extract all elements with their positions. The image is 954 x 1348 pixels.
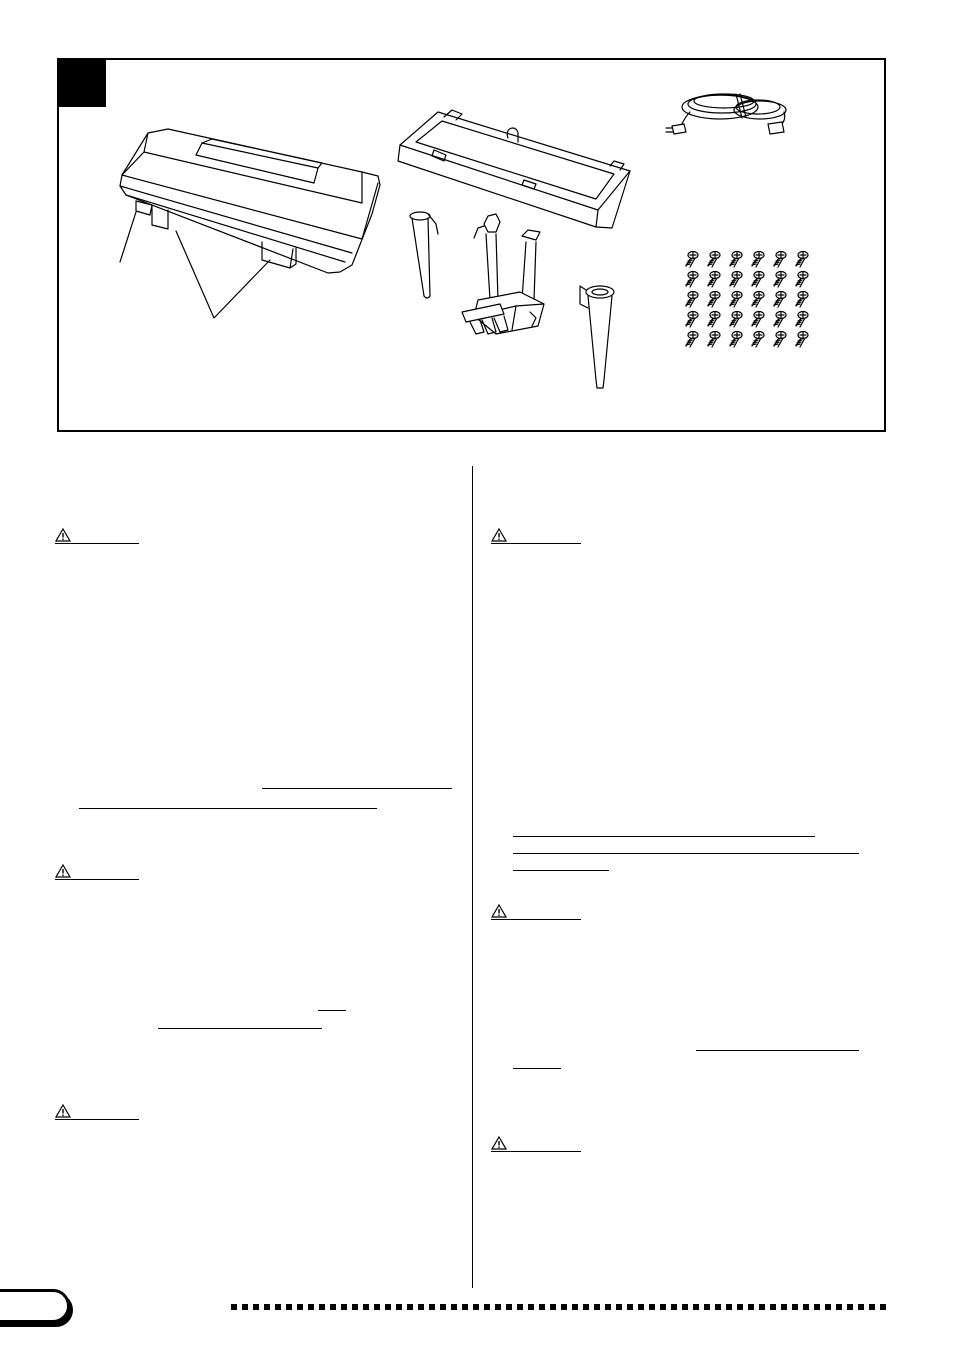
footer-dot [286,1304,292,1310]
screw-icon [686,252,698,268]
footer-dot [770,1304,776,1310]
footer-dot [319,1304,325,1310]
caution-triangle-icon [55,528,71,542]
caution-triangle-icon [491,904,507,918]
screw-icon [686,292,698,308]
footer-dot [528,1304,534,1310]
screw-icon [796,312,808,328]
underline-emphasis [696,1050,859,1051]
underline-emphasis [513,870,609,871]
footer-dot [836,1304,842,1310]
underline-emphasis [513,1068,561,1069]
footer-dot [396,1304,402,1310]
caution-triangle-icon [55,864,71,878]
screw-icon-grid [686,252,808,348]
underline-emphasis [79,808,377,809]
footer-dot [231,1304,237,1310]
screw-icon [730,252,742,268]
footer-dot [330,1304,336,1310]
footer-dot [759,1304,765,1310]
screw-icon [752,312,764,328]
pedal-box-icon [462,214,544,334]
screw-icon [752,252,764,268]
footer-dot [253,1304,259,1310]
pointer-line [120,212,136,262]
screw-icon [752,332,764,348]
footer-dot [308,1304,314,1310]
screw-icon [730,272,742,288]
screw-icon [752,292,764,308]
footer-dot [517,1304,523,1310]
footer-dot [726,1304,732,1310]
footer-dot [671,1304,677,1310]
underline-emphasis [513,836,815,837]
footer-dot [704,1304,710,1310]
power-cord-icon [666,94,786,134]
screw-icon [774,292,786,308]
screw-icon [796,332,808,348]
screw-icon [774,312,786,328]
screw-icon [686,312,698,328]
footer-dot [506,1304,512,1310]
page-number-tab [0,1289,70,1323]
footer-dot [264,1304,270,1310]
footer-dot [539,1304,545,1310]
caution-triangle-icon [491,528,507,542]
screw-icon [686,272,698,288]
footer-dot [341,1304,347,1310]
leg-icon [410,212,438,298]
footer-dot [407,1304,413,1310]
screw-icon [708,252,720,268]
caution-triangle-icon [491,1136,507,1150]
footer-dot [385,1304,391,1310]
caution-triangle-icon [55,1104,71,1118]
footer-dot [814,1304,820,1310]
screw-icon [796,292,808,308]
footer-dot [363,1304,369,1310]
footer-dot [880,1304,886,1310]
footer-dot [682,1304,688,1310]
footer-dot [583,1304,589,1310]
footer-dot [495,1304,501,1310]
screw-icon [730,312,742,328]
screw-icon [730,292,742,308]
footer-dot [561,1304,567,1310]
footer-dot [418,1304,424,1310]
screw-icon [796,252,808,268]
screw-icon [774,272,786,288]
footer-dot [649,1304,655,1310]
footer-dot [451,1304,457,1310]
screw-icon [708,292,720,308]
footer-dot [781,1304,787,1310]
underline-emphasis [158,1028,322,1029]
footer-dot [275,1304,281,1310]
parts-illustration [0,0,954,440]
footer-dot [594,1304,600,1310]
footer-dot [869,1304,875,1310]
footer-dot [440,1304,446,1310]
footer-dot [550,1304,556,1310]
screw-icon [774,252,786,268]
screw-icon [730,332,742,348]
underline-emphasis [513,853,859,854]
footer-dot [792,1304,798,1310]
screw-icon [796,272,808,288]
footer-dot [429,1304,435,1310]
screw-icon [686,332,698,348]
screw-icon [752,272,764,288]
footer-dot [352,1304,358,1310]
underline-emphasis [262,788,452,789]
footer-dot [803,1304,809,1310]
screw-icon [708,332,720,348]
screw-icon [708,312,720,328]
footer-dot [858,1304,864,1310]
footer-dotted-rule [231,1304,891,1310]
footer-dot [627,1304,633,1310]
digital-piano-main-unit-icon [120,129,380,273]
footer-dot [462,1304,468,1310]
leg-icon [580,286,614,388]
footer-dot [737,1304,743,1310]
footer-dot [715,1304,721,1310]
footer-dot [847,1304,853,1310]
footer-dot [473,1304,479,1310]
footer-dot [374,1304,380,1310]
footer-dot [616,1304,622,1310]
footer-dot [638,1304,644,1310]
footer-dot [605,1304,611,1310]
footer-dot [297,1304,303,1310]
screw-icon [708,272,720,288]
footer-dot [242,1304,248,1310]
footer-dot [572,1304,578,1310]
underline-emphasis [318,1010,346,1011]
screw-icon [774,332,786,348]
footer-dot [693,1304,699,1310]
footer-dot [660,1304,666,1310]
footer-dot [825,1304,831,1310]
footer-dot [484,1304,490,1310]
column-divider [472,466,473,1288]
back-board-icon [398,110,630,228]
footer-dot [748,1304,754,1310]
